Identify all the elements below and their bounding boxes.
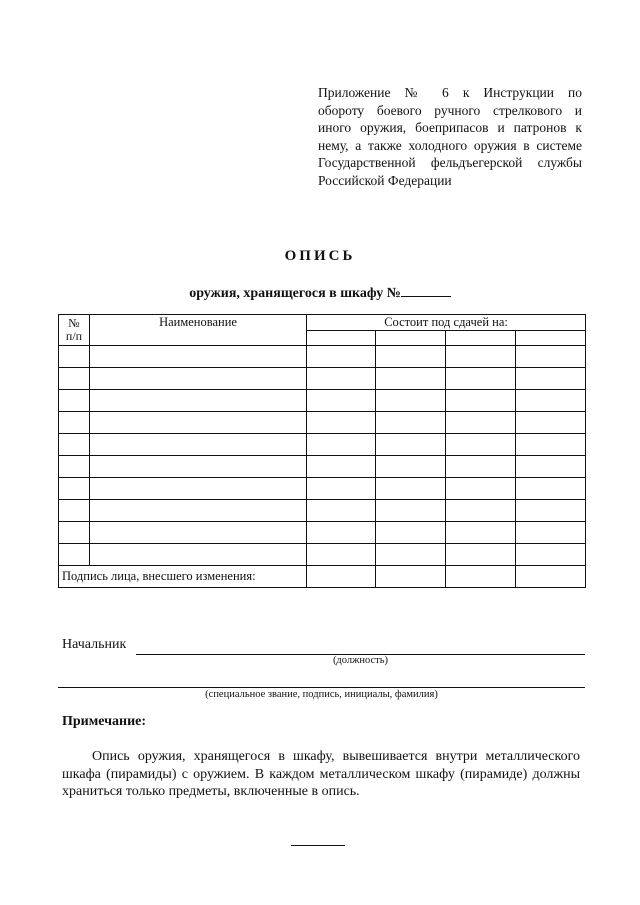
number-header-label: №	[68, 316, 80, 330]
table-cell	[516, 412, 586, 434]
table-cell	[446, 456, 516, 478]
status-subheader-cell	[376, 331, 446, 346]
table-row	[59, 456, 586, 478]
table-cell	[446, 412, 516, 434]
table-cell	[90, 434, 307, 456]
document-title: ОПИСЬ	[284, 248, 356, 264]
appendix-line: нему, а также холодного оружия в системе	[318, 137, 582, 153]
end-divider	[291, 845, 345, 846]
signature-label: Подпись лица, внесшего изменения:	[59, 566, 307, 588]
table-cell	[516, 500, 586, 522]
table-cell	[307, 500, 376, 522]
table-cell	[307, 434, 376, 456]
table-cell	[376, 368, 446, 390]
table-cell	[376, 500, 446, 522]
table-cell	[446, 390, 516, 412]
table-cell	[59, 544, 90, 566]
table-cell	[446, 434, 516, 456]
table-cell	[307, 412, 376, 434]
table-cell	[307, 390, 376, 412]
number-header-sub: п/п	[65, 329, 83, 343]
table-row	[59, 368, 586, 390]
status-subheader-cell	[516, 331, 586, 346]
name-header: Наименование	[90, 315, 307, 346]
appendix-line: обороту боевого ручного стрелкового и	[318, 102, 582, 118]
signature-cell	[307, 566, 376, 588]
note-heading: Примечание:	[62, 714, 147, 729]
table-cell	[59, 368, 90, 390]
table-cell	[59, 434, 90, 456]
table-cell	[376, 478, 446, 500]
table-cell	[376, 434, 446, 456]
chief-label: Начальник	[62, 637, 127, 652]
table-cell	[90, 500, 307, 522]
table-cell	[90, 390, 307, 412]
table-row	[59, 522, 586, 544]
table-row	[59, 346, 586, 368]
table-cell	[59, 478, 90, 500]
status-subheader-cell	[446, 331, 516, 346]
status-header: Состоит под сдачей на:	[307, 315, 586, 331]
table-cell	[446, 368, 516, 390]
table-row	[59, 500, 586, 522]
signature-row	[59, 566, 586, 588]
table-row	[59, 478, 586, 500]
table-cell	[516, 478, 586, 500]
table-cell	[446, 500, 516, 522]
table-cell	[90, 544, 307, 566]
rank-caption: (специальное звание, подпись, инициалы, фамилия)	[205, 689, 438, 700]
table-cell	[90, 522, 307, 544]
table-cell	[376, 544, 446, 566]
table-cell	[446, 522, 516, 544]
table-cell	[376, 456, 446, 478]
table-cell	[307, 346, 376, 368]
appendix-line: Государственной фельдъегерской службы	[318, 155, 582, 171]
table-cell	[307, 456, 376, 478]
inventory-table	[58, 314, 586, 588]
table-cell	[90, 346, 307, 368]
table-cell	[90, 456, 307, 478]
table-cell	[90, 412, 307, 434]
note-line: храниться только предметы, включенные в опись.	[62, 784, 360, 799]
table-cell	[59, 390, 90, 412]
table-row	[59, 390, 586, 412]
table-cell	[307, 478, 376, 500]
table-cell	[59, 522, 90, 544]
appendix-line: иного оружия, боеприпасов и патронов к	[318, 120, 582, 136]
table-cell	[376, 412, 446, 434]
note-line: Опись оружия, хранящегося в шкафу, вывешивается внутри металлического	[92, 749, 580, 764]
table-cell	[446, 346, 516, 368]
status-subheader-cell	[307, 331, 376, 346]
position-caption: (должность)	[332, 655, 389, 666]
table-cell	[59, 500, 90, 522]
subtitle-text: оружия, хранящегося в шкафу №	[189, 286, 401, 301]
table-header-row	[59, 315, 586, 331]
table-cell	[307, 522, 376, 544]
table-cell	[516, 434, 586, 456]
table-cell	[446, 544, 516, 566]
table-cell	[516, 522, 586, 544]
table-row	[59, 412, 586, 434]
table-cell	[59, 412, 90, 434]
table-cell	[307, 544, 376, 566]
table-cell	[59, 346, 90, 368]
rank-signature-line	[58, 687, 585, 688]
table-cell	[516, 368, 586, 390]
table-cell	[59, 456, 90, 478]
table-cell	[376, 346, 446, 368]
signature-cell	[516, 566, 586, 588]
cabinet-number-blank	[401, 283, 451, 297]
note-line: шкафа (пирамиды) с оружием. В каждом металлическом шкафу (пирамиде) должны	[62, 766, 580, 782]
table-cell	[307, 368, 376, 390]
table-cell	[90, 368, 307, 390]
table-cell	[516, 346, 586, 368]
table-row	[59, 434, 586, 456]
appendix-line: Российской Федерации	[318, 172, 452, 188]
table-row	[59, 544, 586, 566]
signature-cell	[376, 566, 446, 588]
appendix-line: Приложение № 6 к Инструкции по	[318, 85, 582, 100]
table-cell	[516, 456, 586, 478]
number-header	[59, 315, 90, 346]
note-body	[62, 748, 580, 801]
table-cell	[516, 544, 586, 566]
signature-cell	[446, 566, 516, 588]
document-subtitle	[0, 283, 640, 302]
appendix-reference	[318, 84, 582, 190]
table-cell	[90, 478, 307, 500]
table-cell	[376, 390, 446, 412]
table-cell	[446, 478, 516, 500]
table-cell	[376, 522, 446, 544]
table-cell	[516, 390, 586, 412]
